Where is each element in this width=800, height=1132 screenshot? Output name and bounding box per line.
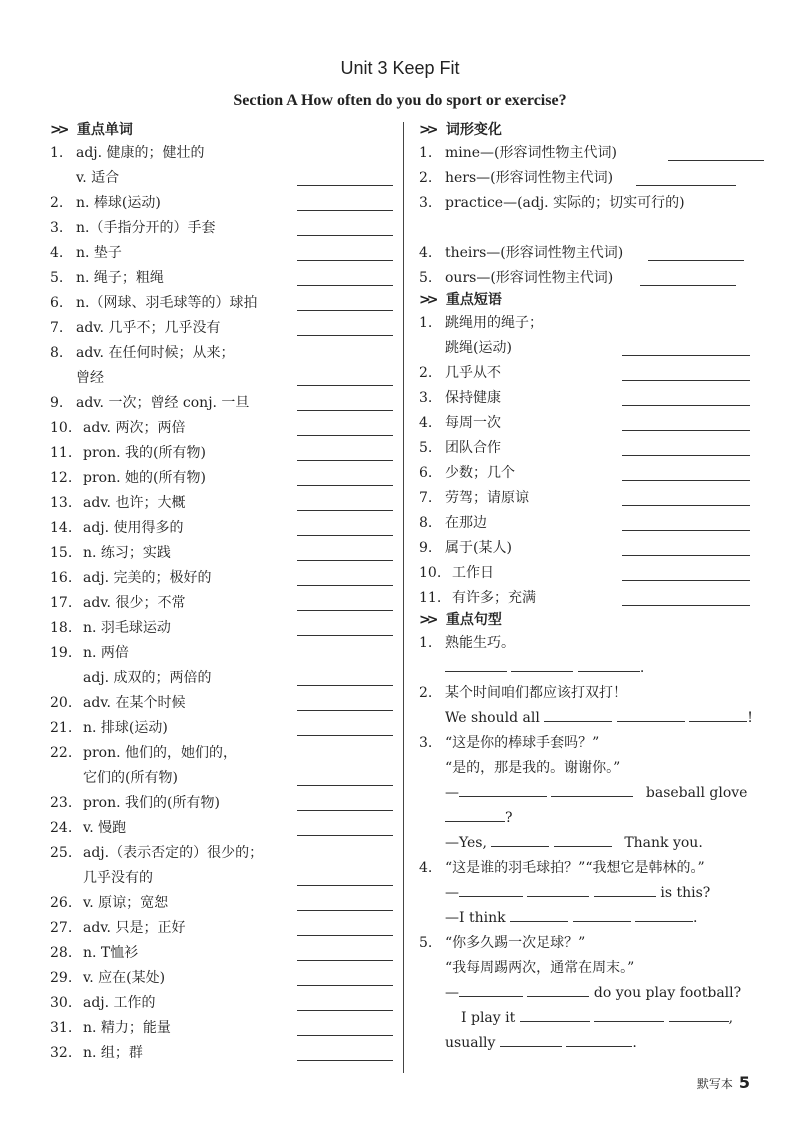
answer-blank[interactable] [297,510,393,511]
item-text: n. 棒球(运动) [76,195,161,211]
vocab-item [50,741,393,766]
vocab-item [50,516,393,541]
item-number: 4. [50,245,64,261]
sentence-blanks: We should all ! [419,706,764,731]
item-text: v. 适合 [76,170,120,186]
item-number: 10. [50,420,73,436]
answer-blank[interactable] [622,355,750,356]
item-number: 18. [50,620,73,636]
phrase-item [419,336,764,361]
item-text: n. 组；群 [83,1045,143,1061]
item-text: adj. 工作的 [83,995,156,1011]
item-number: 8. [50,345,64,361]
word-forms-heading-text: 词形变化 [445,122,502,138]
sentence-blanks: ? [419,806,764,831]
answer-blank[interactable] [551,782,633,797]
item-number: 15. [50,545,73,561]
sentences-heading-text: 重点句型 [445,612,502,628]
phrase-item [419,311,764,336]
answer-blank[interactable] [297,810,393,811]
vocab-item [50,616,393,641]
vocab-item [50,991,393,1016]
item-text: n. T恤衫 [83,945,139,961]
item-text: 劳驾；请原谅 [445,490,529,506]
item-text: v. 原谅；宽恕 [83,895,169,911]
answer-blank[interactable] [578,657,640,672]
vocab-item [50,691,393,716]
answer-blank[interactable] [297,985,393,986]
double-chevron-icon: >> [419,122,435,138]
answer-blank[interactable] [297,460,393,461]
phrases-heading-text: 重点短语 [445,292,502,308]
answer-blank[interactable] [594,1007,664,1022]
answer-blank[interactable] [297,485,393,486]
phrase-item [419,411,764,436]
sentence-blanks: —I think . [419,906,764,931]
answer-blank[interactable] [635,907,693,922]
answer-blank[interactable] [511,657,573,672]
answer-blank[interactable] [445,657,507,672]
item-text: n. 两倍 [83,645,129,661]
item-text: 少数；几个 [445,465,515,481]
item-text: 每周一次 [445,415,501,431]
vocab-item [50,366,393,391]
phrase-item [419,386,764,411]
answer-blank[interactable] [669,1007,729,1022]
answer-blank[interactable] [491,832,549,847]
item-number: 32. [50,1045,73,1061]
item-number: 8. [419,515,433,531]
sentence-item: 3. “这是你的棒球手套吗？” [419,735,600,751]
item-text: adv. 在某个时候 [83,695,186,711]
item-text: 跳绳(运动) [445,340,512,356]
answer-blank[interactable] [636,185,736,186]
answer-blank[interactable] [297,935,393,936]
answer-blank[interactable] [510,907,568,922]
answer-blank[interactable] [297,285,393,286]
phrase-item [419,511,764,536]
item-text: pron. 她的(所有物) [83,470,206,486]
item-text: 几乎从不 [445,365,501,381]
sentence-item: 2. 某个时间咱们都应该打双打！ [419,685,627,701]
phrase-item [419,361,764,386]
item-text: 曾经 [76,370,104,386]
vocab-item [50,816,393,841]
answer-blank[interactable] [297,735,393,736]
vocab-item [50,416,393,441]
item-number: 22. [50,745,73,761]
item-text: adj. 使用得多的 [83,520,184,536]
item-number: 11. [419,590,442,606]
word-form-item: 4. theirs—(形容词性物主代词) [419,241,764,266]
answer-blank[interactable] [297,260,393,261]
vocab-item [50,591,393,616]
answer-blank[interactable] [459,882,523,897]
item-number: 14. [50,520,73,536]
word-forms-heading [419,121,764,140]
answer-blank[interactable] [617,707,685,722]
item-text: adj. 健康的；健壮的 [76,145,205,161]
item-number: 1. [50,145,64,161]
sentence-item: 4. “这是谁的羽毛球拍？”“我想它是韩林的。” [419,860,705,876]
answer-blank[interactable] [445,807,505,822]
sentence-item: 1. 熟能生巧。 [419,635,515,651]
item-number: 17. [50,595,73,611]
item-text: n. 排球(运动) [83,720,168,736]
item-text: adv. 很少；不常 [83,595,186,611]
answer-blank[interactable] [622,480,750,481]
item-text: pron. 我们的(所有物) [83,795,220,811]
answer-blank[interactable] [622,380,750,381]
item-number: 2. [419,365,433,381]
answer-blank[interactable] [297,410,393,411]
vocab-heading [50,121,393,140]
double-chevron-icon: >> [419,292,435,308]
answer-blank[interactable] [297,1035,393,1036]
vocab-item [50,916,393,941]
item-number: 9. [419,540,433,556]
item-number: 28. [50,945,73,961]
answer-blank[interactable] [297,885,393,886]
phrase-item [419,536,764,561]
item-number: 19. [50,645,73,661]
phrase-item [419,436,764,461]
item-text: n. 绳子；粗绳 [76,270,164,286]
answer-blank[interactable] [297,435,393,436]
vocab-item [50,641,393,666]
phrase-item [419,586,764,611]
item-text: adv. 也许；大概 [83,495,186,511]
word-form-item: 2. hers—(形容词性物主代词) [419,166,764,191]
sentence-blanks: — do you play football? [419,981,764,1006]
answer-blank[interactable] [689,707,747,722]
item-text: 属于(某人) [445,540,512,556]
section-title: Section A How often do you do sport or exercise? [233,92,567,109]
answer-blank[interactable] [297,235,393,236]
answer-blank[interactable] [297,335,393,336]
vocab-item [50,241,393,266]
vocab-item [50,966,393,991]
item-text: n. 垫子 [76,245,122,261]
item-text: 几乎没有的 [83,870,153,886]
vocab-item [50,791,393,816]
sentence-blanks: —Yes, Thank you. [419,831,764,856]
item-text: n. 羽毛球运动 [83,620,171,636]
item-text: 它们的(所有物) [83,770,178,786]
item-number: 1. [419,315,433,331]
item-text: adj.（表示否定的）很少的； [83,845,264,861]
item-number: 6. [50,295,64,311]
item-number: 7. [50,320,64,336]
vocab-item [50,391,393,416]
sentence-blanks: — baseball glove [419,781,764,806]
phrase-item [419,486,764,511]
answer-blank[interactable] [648,260,744,261]
item-text: v. 应在(某处) [83,970,166,986]
item-text: v. 慢跑 [83,820,127,836]
sentence-blanks: . [419,656,764,681]
item-number: 23. [50,795,73,811]
vocab-item [50,466,393,491]
vocab-item [50,1016,393,1041]
answer-blank[interactable] [622,430,750,431]
answer-blank[interactable] [622,405,750,406]
item-text: 跳绳用的绳子； [445,315,543,331]
item-number: 26. [50,895,73,911]
vocab-item [50,141,393,166]
answer-blank[interactable] [622,530,750,531]
phrase-item [419,561,764,586]
answer-blank[interactable] [527,882,589,897]
sentence-line: “我每周踢两次，通常在周末。” [445,960,635,976]
answer-blank[interactable] [297,785,393,786]
answer-blank[interactable] [622,455,750,456]
answer-blank[interactable] [573,907,631,922]
word-form-item: 1. mine—(形容词性物主代词) [419,141,764,166]
item-number: 13. [50,495,73,511]
vocab-heading-text: 重点单词 [76,122,133,138]
item-text: n. 练习；实践 [83,545,171,561]
answer-blank[interactable] [640,285,736,286]
item-text: 工作日 [452,565,494,581]
answer-blank[interactable] [297,610,393,611]
item-text: adj. 完美的；极好的 [83,570,212,586]
answer-blank[interactable] [297,1010,393,1011]
answer-blank[interactable] [527,982,589,997]
answer-blank[interactable] [297,585,393,586]
answer-blank[interactable] [297,635,393,636]
answer-blank[interactable] [622,580,750,581]
item-number: 20. [50,695,73,711]
vocab-item [50,266,393,291]
item-number: 3. [419,390,433,406]
item-text: 保持健康 [445,390,501,406]
item-number: 12. [50,470,73,486]
item-text: n. 精力；能量 [83,1020,171,1036]
answer-blank[interactable] [459,982,523,997]
answer-blank[interactable] [297,535,393,536]
phrases-heading [419,291,764,310]
item-text: adv. 在任何时候；从来； [76,345,235,361]
item-number: 21. [50,720,73,736]
item-number: 31. [50,1020,73,1036]
vocab-item [50,566,393,591]
word-forms-list [419,141,764,291]
item-number: 5. [419,440,433,456]
right-column [419,121,764,1056]
answer-blank[interactable] [297,710,393,711]
answer-blank[interactable] [622,555,750,556]
item-text: adj. 成双的；两倍的 [83,670,212,686]
sentence-line: “是的，那是我的。谢谢你。” [445,760,621,776]
answer-blank[interactable] [297,835,393,836]
column-divider [403,122,404,1073]
answer-blank[interactable] [500,1032,562,1047]
item-text: n.（手指分开的）手套 [76,220,216,236]
vocab-item [50,166,393,191]
answer-blank[interactable] [297,960,393,961]
item-number: 16. [50,570,73,586]
vocab-item [50,866,393,891]
vocab-item [50,291,393,316]
footer-label: 默写本 [696,1077,733,1091]
word-form-item: 5. ours—(形容词性物主代词) [419,266,764,291]
item-text: pron. 他们的，她们的， [83,745,237,761]
word-form-item: 3. practice—(adj. 实际的；切实可行的) [419,195,685,211]
item-text: n.（网球、羽毛球等的）球拍 [76,295,258,311]
answer-blank[interactable] [297,1060,393,1061]
sentences-heading [419,611,764,630]
item-text: 有许多；充满 [452,590,536,606]
answer-blank[interactable] [297,185,393,186]
item-number: 2. [50,195,64,211]
item-text: pron. 我的(所有物) [83,445,206,461]
answer-blank[interactable] [622,505,750,506]
answer-blank[interactable] [566,1032,632,1047]
sentence-blanks: usually . [419,1031,764,1056]
vocab-item [50,766,393,791]
phrases-list [419,311,764,611]
sentence-blanks: — is this? [419,881,764,906]
item-number: 25. [50,845,73,861]
vocab-item [50,541,393,566]
answer-blank[interactable] [544,707,612,722]
item-number: 29. [50,970,73,986]
item-number: 3. [50,220,64,236]
vocab-item [50,666,393,691]
answer-blank[interactable] [297,310,393,311]
item-number: 9. [50,395,64,411]
item-text: 在那边 [445,515,487,531]
vocab-item [50,191,393,216]
item-number: 11. [50,445,73,461]
item-number: 6. [419,465,433,481]
answer-blank[interactable] [297,385,393,386]
page-number: 5 [738,1073,750,1092]
answer-blank[interactable] [622,605,750,606]
answer-blank[interactable] [459,782,547,797]
item-number: 10. [419,565,442,581]
sentence-blanks: I play it , [419,1006,764,1031]
vocab-item [50,341,393,366]
answer-blank[interactable] [594,882,656,897]
item-number: 5. [50,270,64,286]
item-number: 4. [419,415,433,431]
sentence-item: 5. “你多久踢一次足球？” [419,935,586,951]
vocab-item [50,941,393,966]
vocab-item [50,316,393,341]
item-text: adv. 只是；正好 [83,920,186,936]
word-form-blank-line [419,216,764,241]
item-text: adv. 几乎不；几乎没有 [76,320,221,336]
vocab-item [50,441,393,466]
answer-blank[interactable] [668,160,764,161]
answer-blank[interactable] [297,685,393,686]
double-chevron-icon: >> [50,122,66,138]
vocab-item [50,891,393,916]
vocab-item [50,1041,393,1066]
vocab-item [50,716,393,741]
answer-blank[interactable] [554,832,612,847]
vocab-item [50,841,393,866]
answer-blank[interactable] [297,560,393,561]
double-chevron-icon: >> [419,612,435,628]
item-text: adv. 一次；曾经 conj. 一旦 [76,395,250,411]
item-text: 团队合作 [445,440,501,456]
answer-blank[interactable] [297,210,393,211]
item-number: 30. [50,995,73,1011]
answer-blank[interactable] [297,910,393,911]
sentences-list [419,631,764,1056]
answer-blank[interactable] [520,1007,590,1022]
vocab-item [50,491,393,516]
vocab-list [50,141,393,1066]
page-footer [697,1073,750,1092]
unit-title: Unit 3 Keep Fit [340,58,460,78]
item-number: 24. [50,820,73,836]
item-text: adv. 两次；两倍 [83,420,186,436]
item-number: 27. [50,920,73,936]
item-number: 7. [419,490,433,506]
vocabulary-column [50,121,393,1066]
phrase-item [419,461,764,486]
vocab-item [50,216,393,241]
